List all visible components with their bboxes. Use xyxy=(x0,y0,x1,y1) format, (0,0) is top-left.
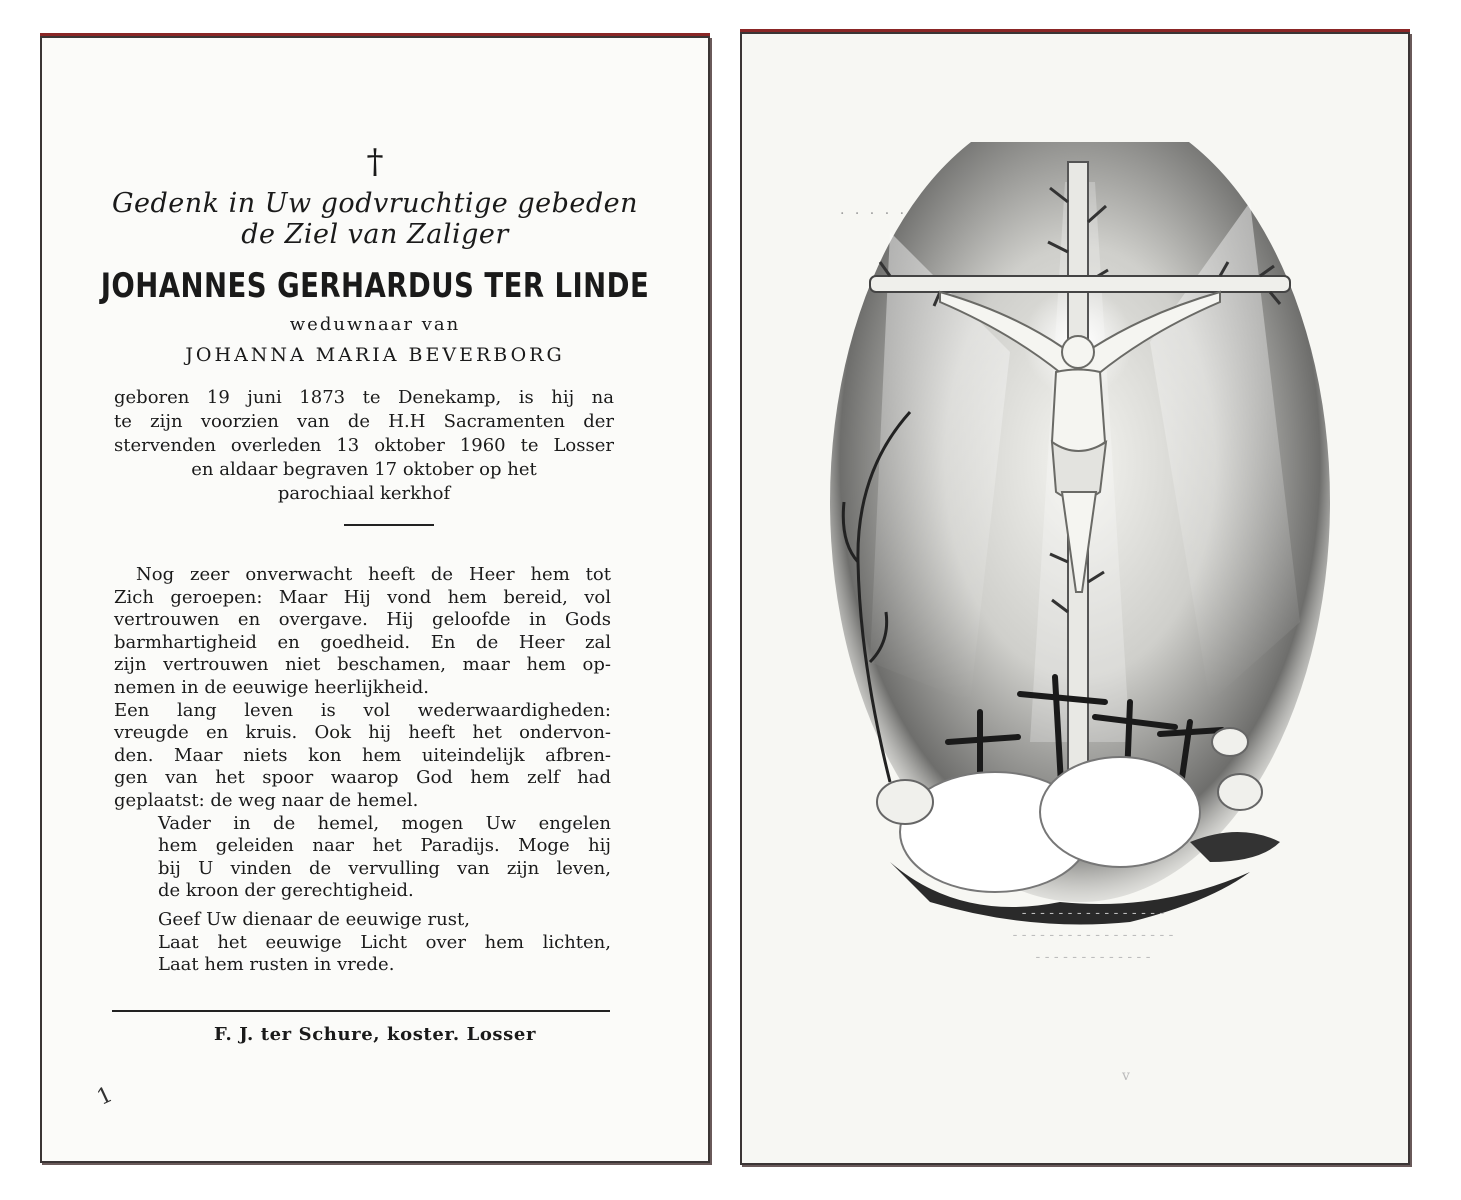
text-line: zijn vertrouwen niet beschamen, maar hem op- xyxy=(114,654,611,676)
intro-text xyxy=(42,188,708,250)
divider-short xyxy=(344,524,434,526)
show-through-mark: v xyxy=(1122,1068,1130,1084)
pencil-mark: 1 xyxy=(93,1082,117,1111)
text-line: bij U vinden de vervulling van zijn leven, xyxy=(158,857,611,879)
prayer-card-text-side xyxy=(40,36,710,1163)
bio-line: en aldaar begraven 17 oktober op het xyxy=(191,459,537,480)
printer-credit: F. J. ter Schure, koster. Losser xyxy=(213,1024,537,1045)
widower-of-label: weduwnaar van xyxy=(289,314,461,335)
text-line: Laat het eeuwige Licht over hem lichten, xyxy=(158,931,611,953)
text-line: vreugde en kruis. Ook hij heeft het ondervon- xyxy=(114,722,611,744)
deceased-name: JOHANNES GERHARDUS TER LINDE xyxy=(100,266,650,306)
cross-symbol: † xyxy=(366,142,384,182)
cross-beam-horizontal xyxy=(870,276,1290,292)
text-line: Laat hem rusten in vrede. xyxy=(158,954,395,976)
text-line: nemen in de eeuwige heerlijkheid. xyxy=(114,676,429,698)
intro-line-1: Gedenk in Uw godvruchtige gebeden xyxy=(111,188,639,219)
text-line: gen van het spoor waarop God hem zelf had xyxy=(114,767,611,789)
bio-line: te zijn voorzien van de H.H Sacramenten der xyxy=(114,411,614,432)
show-through-text: · · · · · xyxy=(840,206,908,222)
text-line: Zich geroepen: Maar Hij vond hem bereid, vol xyxy=(114,586,611,608)
bio-line: parochiaal kerkhof xyxy=(277,483,451,504)
show-through-text: - - - - - - - - - - - - - - - - - - - - - - - - - - - - - - - - - - - - - - - - - - - - - - - xyxy=(1012,905,1174,965)
text-line: Nog zeer onverwacht heeft de Heer hem tot xyxy=(136,564,611,585)
prayer-card-image-side xyxy=(740,32,1410,1165)
crucifixion-illustration xyxy=(830,142,1330,932)
biography xyxy=(114,386,614,506)
text-line: hem geleiden naar het Paradijs. Moge hij xyxy=(158,835,611,857)
spouse-name: JOHANNA MARIA BEVERBORG xyxy=(185,344,565,366)
text-line: de kroon der gerechtigheid. xyxy=(158,880,414,902)
intro-line-2: de Ziel van Zaliger xyxy=(241,219,509,250)
bio-line: stervenden overleden 13 oktober 1960 te Losser xyxy=(114,435,614,456)
bio-line: geboren 19 juni 1873 te Denekamp, is hij na xyxy=(114,387,614,408)
text-line: den. Maar niets kon hem uiteindelijk afbren- xyxy=(114,744,611,766)
text-line: Een lang leven is vol wederwaardigheden: xyxy=(114,699,611,721)
text-line: vertrouwen en overgave. Hij geloofde in Gods xyxy=(114,609,611,631)
text-line: Geef Uw dienaar de eeuwige rust, xyxy=(158,908,470,930)
text-line: barmhartigheid en goedheid. En de Heer zal xyxy=(114,631,611,653)
text-line: geplaatst: de weg naar de hemel. xyxy=(114,789,419,811)
divider-long xyxy=(112,1010,610,1012)
text-line: Vader in de hemel, mogen Uw engelen xyxy=(158,812,611,834)
memorial-text xyxy=(114,564,611,977)
